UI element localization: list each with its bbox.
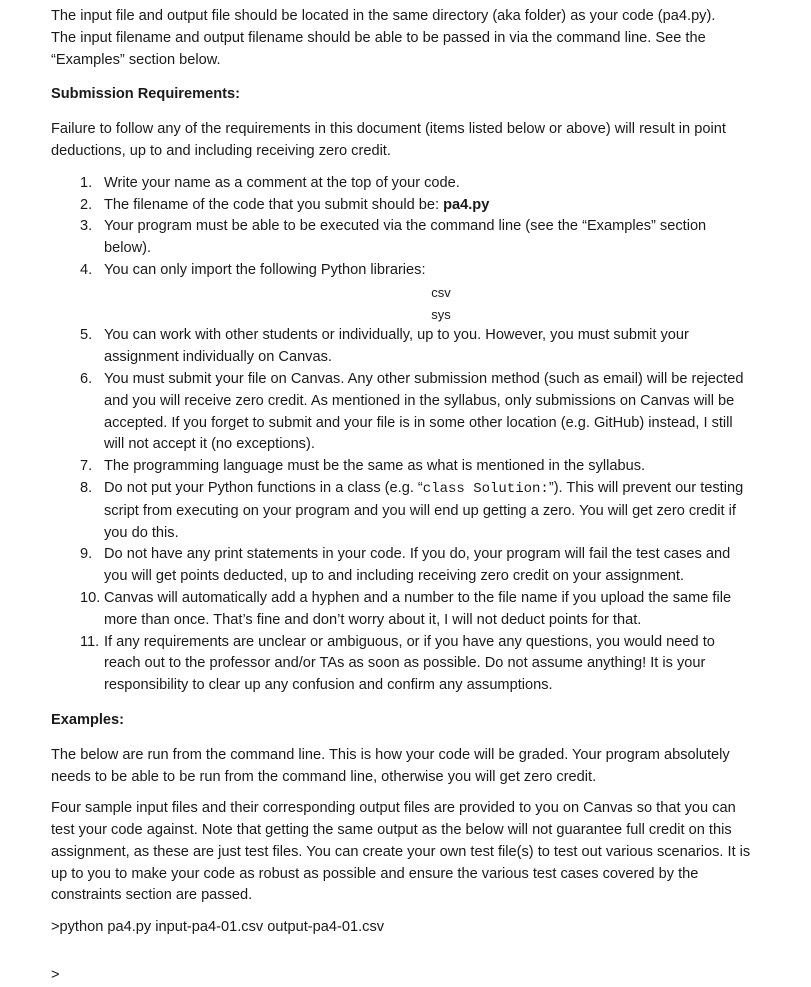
library-sys: sys: [431, 306, 451, 322]
list-item: [51, 456, 751, 478]
intro-line-3: “Examples” section below.: [51, 51, 221, 68]
list-item: [51, 544, 751, 588]
list-text: If any requirements are unclear or ambiguous, or if you have any questions, you would need to reach out to the professor and/or TAs as soon as possible. Do not assume anything! It is your responsibility to clear up any confusion and confirm any assumptions.: [104, 633, 715, 694]
document-page: [51, 6, 751, 987]
list-text: [104, 195, 751, 217]
list-number: 6.: [80, 370, 93, 387]
list-item: [51, 195, 751, 217]
list-text: You must submit your file on Canvas. Any other submission method (such as email) will be rejected and you will receive zero credit. As mentioned in the syllabus, only submissions on Canvas will be accepted. If you forget to submit and your file is in some other location (e.g. GitHub) instead, I still will not accept it (no exceptions).: [104, 370, 744, 453]
requirements-list: [51, 173, 751, 697]
examples-heading: Examples:: [51, 711, 125, 728]
submission-heading: Submission Requirements:: [51, 86, 240, 103]
list-item: [51, 325, 751, 369]
list-number: 1.: [80, 174, 93, 191]
list-number: 5.: [80, 327, 93, 344]
list-text: Do not have any print statements in your code. If you do, your program will fail the test cases and you will get points deducted, up to and including receiving zero credit on your assignment.: [104, 546, 731, 585]
library-list: [51, 282, 751, 326]
examples-paragraph-1: The below are run from the command line. This is how your code will be graded. Your program absolutely needs to be able to be run from the command line, otherwise you will get zero credit.: [51, 746, 730, 785]
example-command: >python pa4.py input-pa4-01.csv output-pa4-01.csv: [51, 919, 385, 936]
list-item: [51, 588, 751, 632]
library-csv: csv: [431, 284, 451, 300]
list-text: You can only import the following Python libraries:: [104, 261, 426, 278]
list-text: The programming language must be the same as what is mentioned in the syllabus.: [104, 458, 646, 475]
list-number: 4.: [80, 261, 93, 278]
list-number: 10.: [80, 589, 101, 606]
list-item: [51, 173, 751, 195]
list-text: Write your name as a comment at the top of your code.: [104, 174, 460, 191]
intro-line-1: The input file and output file should be located in the same directory (aka folder) as your code (pa4.py).: [51, 8, 716, 24]
list-number: 7.: [80, 458, 93, 475]
list-item: [51, 632, 751, 697]
list-number: 8.: [80, 479, 93, 496]
list-number: 3.: [80, 218, 93, 235]
list-number: 9.: [80, 546, 93, 563]
code-snippet: class Solution:: [422, 480, 549, 497]
filename-bold: pa4.py: [443, 196, 490, 213]
list-text-part: Do not put your Python functions in a class (e.g. “: [104, 479, 423, 496]
list-text-part: ”). This will prevent our testing script from executing on your program and you will end up getting a zero. You will get zero credit if you do this.: [104, 479, 744, 541]
list-text: [104, 478, 751, 544]
list-number: 2.: [80, 196, 93, 213]
list-item: [51, 478, 751, 544]
intro-paragraph: [51, 6, 751, 71]
examples-paragraph-2: Four sample input files and their corresponding output files are provided to you on Canvas so that you can test your code against. Note that getting the same output as the below will not guarantee full credit on this assignment, as these are just test files. You can create your own test file(s) to test out various scenarios. It is up to you to make your code as robust as possible and ensure the various test cases covered by the constraints section are passed.: [51, 800, 751, 904]
list-text-part: The filename of the code that you submit should be:: [104, 196, 444, 213]
example-prompt: >: [51, 967, 60, 984]
list-item: [51, 369, 751, 456]
list-item: [51, 260, 751, 282]
intro-line-2: The input filename and output filename should be able to be passed in via the command line. See the: [51, 29, 706, 46]
submission-intro: Failure to follow any of the requirements in this document (items listed below or above) will result in point deductions, up to and including receiving zero credit.: [51, 121, 726, 159]
list-number: 11.: [80, 633, 100, 650]
list-item: [51, 216, 751, 260]
list-text: Canvas will automatically add a hyphen and a number to the file name if you upload the same file more than once. That’s fine and don’t worry about it, I will not deduct points for that.: [104, 589, 732, 628]
list-text: Your program must be able to be executed via the command line (see the “Examples” section below).: [104, 218, 707, 257]
list-text: You can work with other students or individually, up to you. However, you must submit your assignment individually on Canvas.: [104, 327, 689, 366]
